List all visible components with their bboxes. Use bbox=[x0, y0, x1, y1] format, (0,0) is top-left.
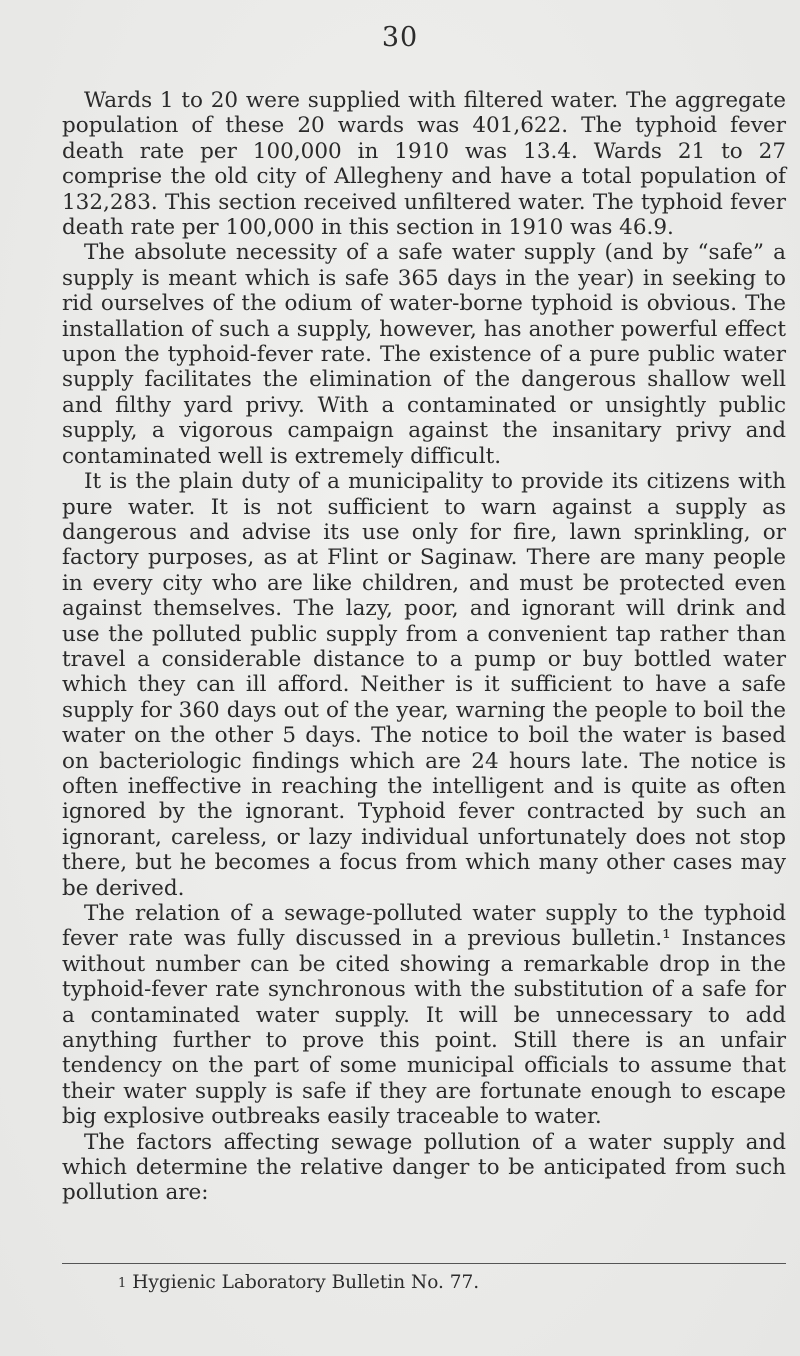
footnote-text: Hygienic Laboratory Bulletin No. 77. bbox=[132, 1272, 480, 1293]
footnote-mark: 1 bbox=[118, 1276, 127, 1291]
paragraph-sewage-polluted-supply: The relation of a sewage-polluted water supply to the typhoid fever rate was fully discussed in a previous bulletin.¹ Instances without number can be cited showing a remarkable drop in the typhoid-fever rate synchronous with the substitution of a safe for a contaminated water supply. It will be unnecessary to add anything further to prove this point. Still there is an unfair tendency on the part of some municipal officials to assume that their water supply is safe if they are fortunate enough to escape big explosive outbreaks easily traceable to water. bbox=[62, 901, 786, 1130]
paragraph-pollution-factors: The factors affecting sewage pollution of a water supply and which determine the relative danger to be anticipated from such pollution are: bbox=[62, 1129, 786, 1206]
page-number: 30 bbox=[381, 22, 419, 53]
footnote-divider bbox=[62, 1263, 786, 1264]
paragraph-filtered-water-wards: Wards 1 to 20 were supplied with filtered water. The aggregate population of these 20 wards was 401,622. The typhoid fever death rate per 100,000 in 1910 was 13.4. Wards 21 to 27 comprise the old city of Allegheny and have a total population of 132,283. This section received unfiltered water. The typhoid fever death rate per 100,000 in this section in 1910 was 46.9. bbox=[62, 88, 786, 241]
paragraph-municipal-duty: It is the plain duty of a municipality to provide its citizens with pure water. It is not sufficient to warn against a supply as dangerous and advise its use only for fire, lawn sprinkling, or factory purposes, as at Flint or Saginaw. There are many people in every city who are like children, and must be protected even against themselves. The lazy, poor, and ignorant will drink and use the polluted public supply from a convenient tap rather than travel a considerable distance to a pump or buy bottled water which they can ill afford. Neither is it sufficient to have a safe supply for 360 days out of the year, warning the people to boil the water on the other 5 days. The notice to boil the water is based on bacteriologic findings which are 24 hours late. The notice is often ineffective in reaching the intelligent and is quite as often ignored by the ignorant. Typhoid fever contracted by such an ignorant, careless, or lazy individual unfortunately does not stop there, but he becomes a focus from which many other cases may be derived. bbox=[62, 469, 786, 901]
paragraph-safe-water-necessity: The absolute necessity of a safe water supply (and by “safe” a supply is meant which is safe 365 days in the year) in seeking to rid ourselves of the odium of water-borne typhoid is obvious. The installation of such a supply, however, has another powerful effect upon the typhoid-fever rate. The existence of a pure public water supply facilitates the elimination of the dangerous shallow well and filthy yard privy. With a contaminated or unsightly public supply, a vigorous campaign against the insanitary privy and contaminated well is extremely difficult. bbox=[62, 240, 786, 469]
footnote bbox=[118, 1272, 479, 1293]
body-text bbox=[62, 88, 786, 1206]
